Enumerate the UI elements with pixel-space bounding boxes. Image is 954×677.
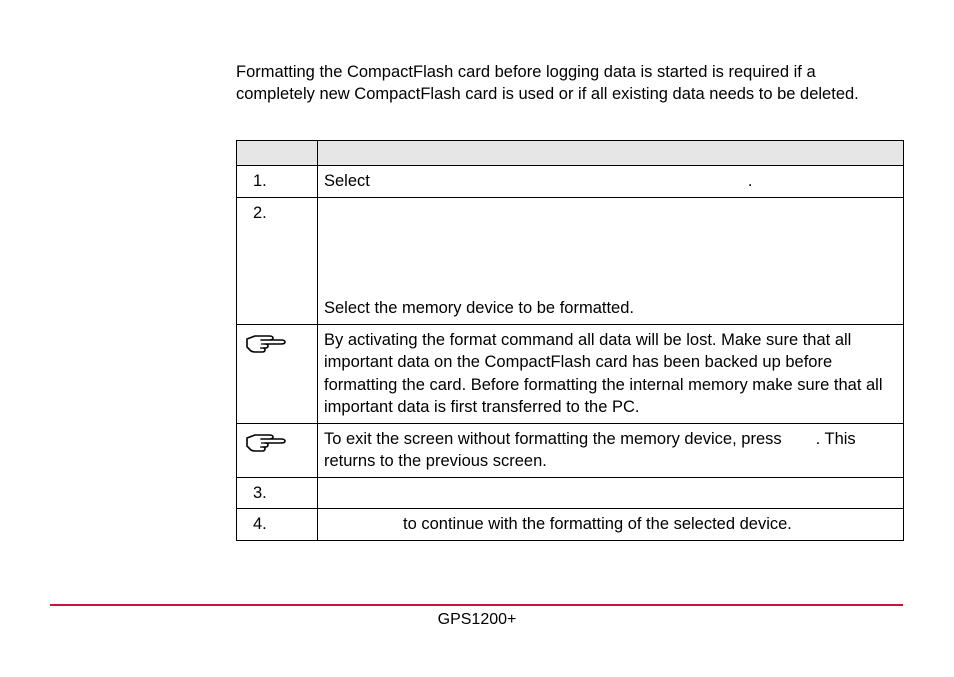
header-description: [318, 141, 904, 166]
step-text-end: .: [747, 172, 753, 190]
step-number: 4.: [237, 509, 318, 541]
table-row: [237, 423, 904, 477]
table-row: [237, 509, 904, 541]
step-number: 3.: [237, 477, 318, 509]
note-text-end: . This returns to the previous screen.: [324, 429, 856, 470]
footer-product: [0, 611, 954, 629]
note-text: [318, 423, 904, 477]
step-number: 1.: [237, 166, 318, 198]
table-header-row: [237, 141, 904, 166]
table-row: [237, 324, 904, 423]
table-row: [237, 477, 904, 509]
step-number: 2.: [237, 197, 318, 324]
header-step: [237, 141, 318, 166]
table-row: [237, 166, 904, 198]
table-row: [237, 197, 904, 324]
step-text: to continue with the formatting of the selected device.: [403, 515, 792, 533]
footer-product-label: GPS1200+: [437, 611, 517, 628]
note-icon-cell: [237, 324, 318, 423]
footer-rule: [50, 604, 903, 606]
note-text-start: To exit the screen without formatting the memory device, press: [324, 429, 782, 448]
pointing-hand-icon: [245, 430, 287, 454]
step-description: Select the memory device to be formatted.: [318, 197, 904, 324]
intro-paragraph: Formatting the CompactFlash card before logging data is started is required if a completely new CompactFlash card is used or if all existing data needs to be deleted.: [236, 63, 859, 103]
step-text: Select: [324, 172, 370, 190]
note-icon-cell: [237, 423, 318, 477]
pointing-hand-icon: [245, 331, 287, 355]
note-text: By activating the format command all data will be lost. Make sure that all important data on the CompactFlash card has been backed up before formatting the card. Before formatting the internal memory make sure that all important data is first transferred to the PC.: [318, 324, 904, 423]
step-description: [318, 166, 904, 198]
step-description: [318, 509, 904, 541]
procedure-table: [236, 140, 904, 541]
step-description: [318, 477, 904, 509]
